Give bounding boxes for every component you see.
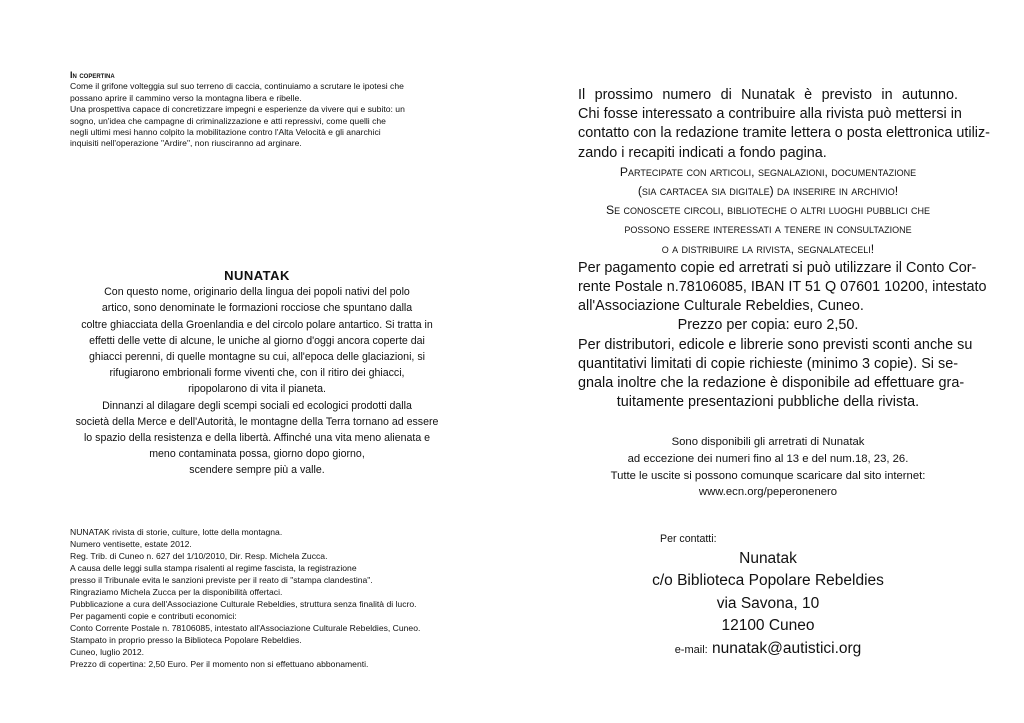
intro-line: Il prossimo numero di Nunatak è previsto in autunno. — [578, 87, 958, 103]
email-link[interactable]: nunatak@autistici.org — [712, 640, 862, 657]
colophon-line: Cuneo, luglio 2012. — [70, 647, 145, 657]
distributor-line: gnala inoltre che la redazione è disponibile ad effettuare gra- — [578, 375, 965, 392]
distributor-line: quantitativi limitati di copie richieste (minimo 3 copie). Si se- — [578, 355, 958, 372]
about-line: coltre ghiacciata della Groenlandia e del circolo polare antartico. Si tratta in — [81, 318, 433, 331]
colophon-line: Numero ventisette, estate 2012. — [70, 539, 192, 549]
cover-note-line: negli ultimi mesi hanno colpito la mobilitazione contro l'Alta Velocità e gli anarchici — [70, 127, 381, 138]
about-line: Con questo nome, originario della lingua dei popoli nativi del polo — [104, 286, 410, 299]
back-issues-line: Sono disponibili gli arretrati di Nunatak — [671, 436, 865, 448]
call-for-contributions: (sia cartacea sia digitale) da inserire in archivio! — [637, 184, 899, 199]
colophon-line: Per pagamenti copie e contributi economici: — [70, 611, 237, 621]
email-row — [618, 640, 918, 658]
distributor-line: Per distributori, edicole e librerie sono previsti sconti anche su — [578, 336, 973, 353]
price-per-copy: Prezzo per copia: euro 2,50. — [677, 317, 859, 334]
colophon-line: Conto Corrente Postale n. 78106085, intestato all'Associazione Culturale Rebeldies, Cuneo. — [70, 623, 421, 633]
intro-line: zando i recapiti indicati a fondo pagina. — [578, 144, 827, 161]
cover-note-line: possano aprire il cammino verso la montagna libera e ribelle. — [70, 92, 302, 103]
about-line: scendere sempre più a valle. — [189, 464, 325, 477]
colophon-line: NUNATAK rivista di storie, culture, lotte della montagna. — [70, 527, 283, 537]
colophon-line: Stampato in proprio presso la Biblioteca Popolare Rebeldies. — [70, 635, 302, 645]
email-label: e-mail: — [674, 644, 708, 656]
contact-address — [618, 548, 918, 638]
colophon-line: Reg. Trib. di Cuneo n. 627 del 1/10/2010, Dir. Resp. Michela Zucca. — [70, 551, 328, 561]
about-line: artico, sono denominate le formazioni rocciose che spuntano dalla — [101, 302, 413, 315]
cover-note-line: sogno, un'idea che campagne di criminalizzazione e atti repressivi, come quelli che — [70, 115, 386, 126]
about-line: Dinnanzi al dilagare degli scempi sociali ed ecologici prodotti dalla — [102, 399, 412, 412]
address-line: c/o Biblioteca Popolare Rebeldies — [652, 572, 884, 590]
intro-line: contatto con la redazione tramite lettera o posta elettronica utiliz- — [578, 125, 990, 142]
about-line: ripopolarono di vita il pianeta. — [188, 383, 326, 396]
about-line: meno contaminata possa, giorno dopo giorno, — [149, 448, 365, 461]
colophon-line: Ringraziamo Michela Zucca per la disponibilità offertaci. — [70, 587, 283, 597]
distributor-line: tuitamente presentazioni pubbliche della rivista. — [616, 394, 920, 411]
about-title: NUNATAK — [224, 268, 290, 283]
payment-line: all'Associazione Culturale Rebeldies, Cuneo. — [578, 298, 864, 315]
colophon-line: presso il Tribunale evita le sanzioni previste per il reato di "stampa clandestina". — [70, 575, 373, 585]
back-issues-line: ad eccezione dei numeri fino al 13 e del num.18, 23, 26. — [627, 452, 909, 465]
cover-note-line: Come il grifone volteggia sul suo terreno di caccia, continuiamo a scrutare le ipotesi che — [70, 81, 404, 92]
cover-note-line: Una prospettiva capace di concretizzare impegni e esperienze da vivere qui e subito: un — [70, 104, 405, 115]
back-issues — [578, 434, 958, 501]
cover-note — [70, 70, 450, 150]
about-line: società della Merce e dell'Autorità, le montagne della Terra tornano ad essere — [75, 415, 439, 428]
intro-line: Chi fosse interessato a contribuire alla rivista può mettersi in — [578, 106, 962, 123]
call-for-contributions: possono essere interessati a tenere in consultazione — [624, 222, 912, 237]
colophon-line: A causa delle leggi sulla stampa risalenti al regime fascista, la registrazione — [70, 563, 357, 573]
next-issue-info — [578, 86, 990, 412]
colophon-line: Prezzo di copertina: 2,50 Euro. Per il momento non si effettuano abbonamenti. — [70, 659, 369, 669]
address-line: Nunatak — [739, 550, 797, 567]
address-line: via Savona, 10 — [716, 594, 820, 612]
call-for-contributions: Partecipate con articoli, segnalazioni, documentazione — [619, 164, 917, 179]
about-line: effetti delle vette di alcune, le uniche al giorno d'oggi ancora coperte dai — [89, 334, 425, 347]
back-issues-line: Tutte le uscite si possono comunque scaricare dal sito internet: — [610, 469, 926, 482]
about-line: lo spazio della resistenza e della libertà. Affinché una vita meno alienata e — [83, 432, 431, 445]
colophon — [70, 526, 450, 670]
about-nunatak — [62, 268, 452, 479]
about-line: ghiacci perenni, di quelle montagne su cui, all'epoca delle glaciazioni, si — [89, 351, 425, 364]
address-line: 12100 Cuneo — [721, 617, 815, 635]
payment-line: rente Postale n.78106085, IBAN IT 51 Q 07601 10200, intestato — [578, 279, 987, 296]
about-line: rifugiarono embrionali forme viventi che, con il ritiro dei ghiacci, — [109, 367, 405, 380]
cover-note-heading: In copertina — [70, 70, 115, 80]
payment-line: Per pagamento copie ed arretrati si può utilizzare il Conto Cor- — [578, 259, 977, 276]
contacts-label: Per contatti: — [660, 533, 717, 545]
call-for-contributions: o a distribuire la rivista, segnalateceli! — [661, 241, 875, 256]
colophon-line: Pubblicazione a cura dell'Associazione Culturale Rebeldies, struttura senza finalità di lucro. — [70, 599, 417, 609]
cover-note-line: inquisiti nell'operazione "Ardire", non riusciranno ad arginare. — [70, 138, 302, 149]
call-for-contributions: Se conoscete circoli, biblioteche o altri luoghi pubblici che — [606, 203, 930, 218]
website-link[interactable]: www.ecn.org/peperonenero — [698, 486, 838, 499]
